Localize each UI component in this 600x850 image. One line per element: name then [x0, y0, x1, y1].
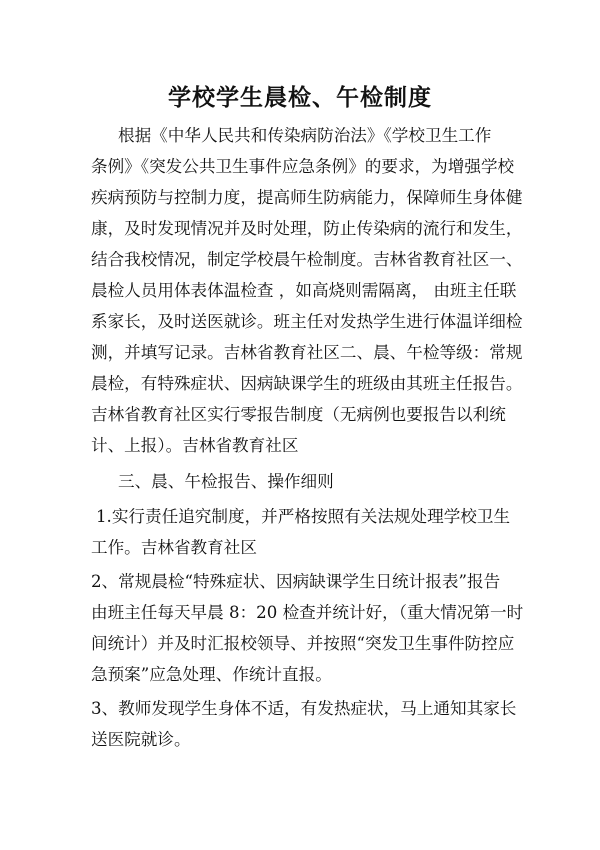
section-heading: 三、晨、午检报告、操作细则	[118, 472, 334, 491]
list-item-line: 工作。吉林省教育社区	[91, 538, 257, 557]
document-title: 学校学生晨检、午检制度	[168, 85, 432, 111]
paragraph-line: 系家长，及时送医就诊。班主任对发热学生进行体温详细检	[91, 312, 523, 331]
paragraph-line: 计、上报）。吉林省教育社区	[91, 436, 299, 455]
paragraph-line: 疾病预防与控制力度，提高师生防病能力，保障师生身体健	[91, 188, 523, 207]
paragraph-line: 根据《中华人民共和传染病防治法》《学校卫生工作	[118, 126, 492, 145]
paragraph-line: 吉林省教育社区实行零报告制度（无病例也要报告以利统	[91, 405, 506, 424]
list-item-line: 1.实行责任追究制度，并严格按照有关法规处理学校卫生	[96, 507, 511, 526]
paragraph-line: 晨检，有特殊症状、因病缺课学生的班级由其班主任报告。	[91, 374, 523, 393]
list-item-line: 3、教师发现学生身体不适，有发热症状，马上通知其家长	[91, 699, 517, 718]
list-item-line: 间统计）并及时汇报校领导、并按照“突发卫生事件防控应	[91, 634, 515, 653]
paragraph-line: 条例》《突发公共卫生事件应急条例》的要求，为增强学校	[91, 157, 515, 176]
list-item-line: 急预案”应急处理、作统计直报。	[91, 665, 332, 684]
list-item-line: 2、常规晨检“特殊症状、因病缺课学生日统计报表”报告	[91, 572, 501, 591]
paragraph-line: 结合我校情况，制定学校晨午检制度。吉林省教育社区一、	[91, 250, 523, 269]
paragraph-line: 测，并填写记录。吉林省教育社区二、晨、午检等级：常规	[91, 343, 523, 362]
list-item-line: 由班主任每天早晨 8：20 检查并统计好，（重大情况第一时	[91, 603, 524, 622]
paragraph-line: 康，及时发现情况并及时处理，防止传染病的流行和发生，	[91, 219, 523, 238]
paragraph-line: 晨检人员用体表体温检查 ，如高烧则需隔离， 由班主任联	[91, 281, 517, 300]
list-item-line: 送医院就诊。	[91, 730, 191, 749]
